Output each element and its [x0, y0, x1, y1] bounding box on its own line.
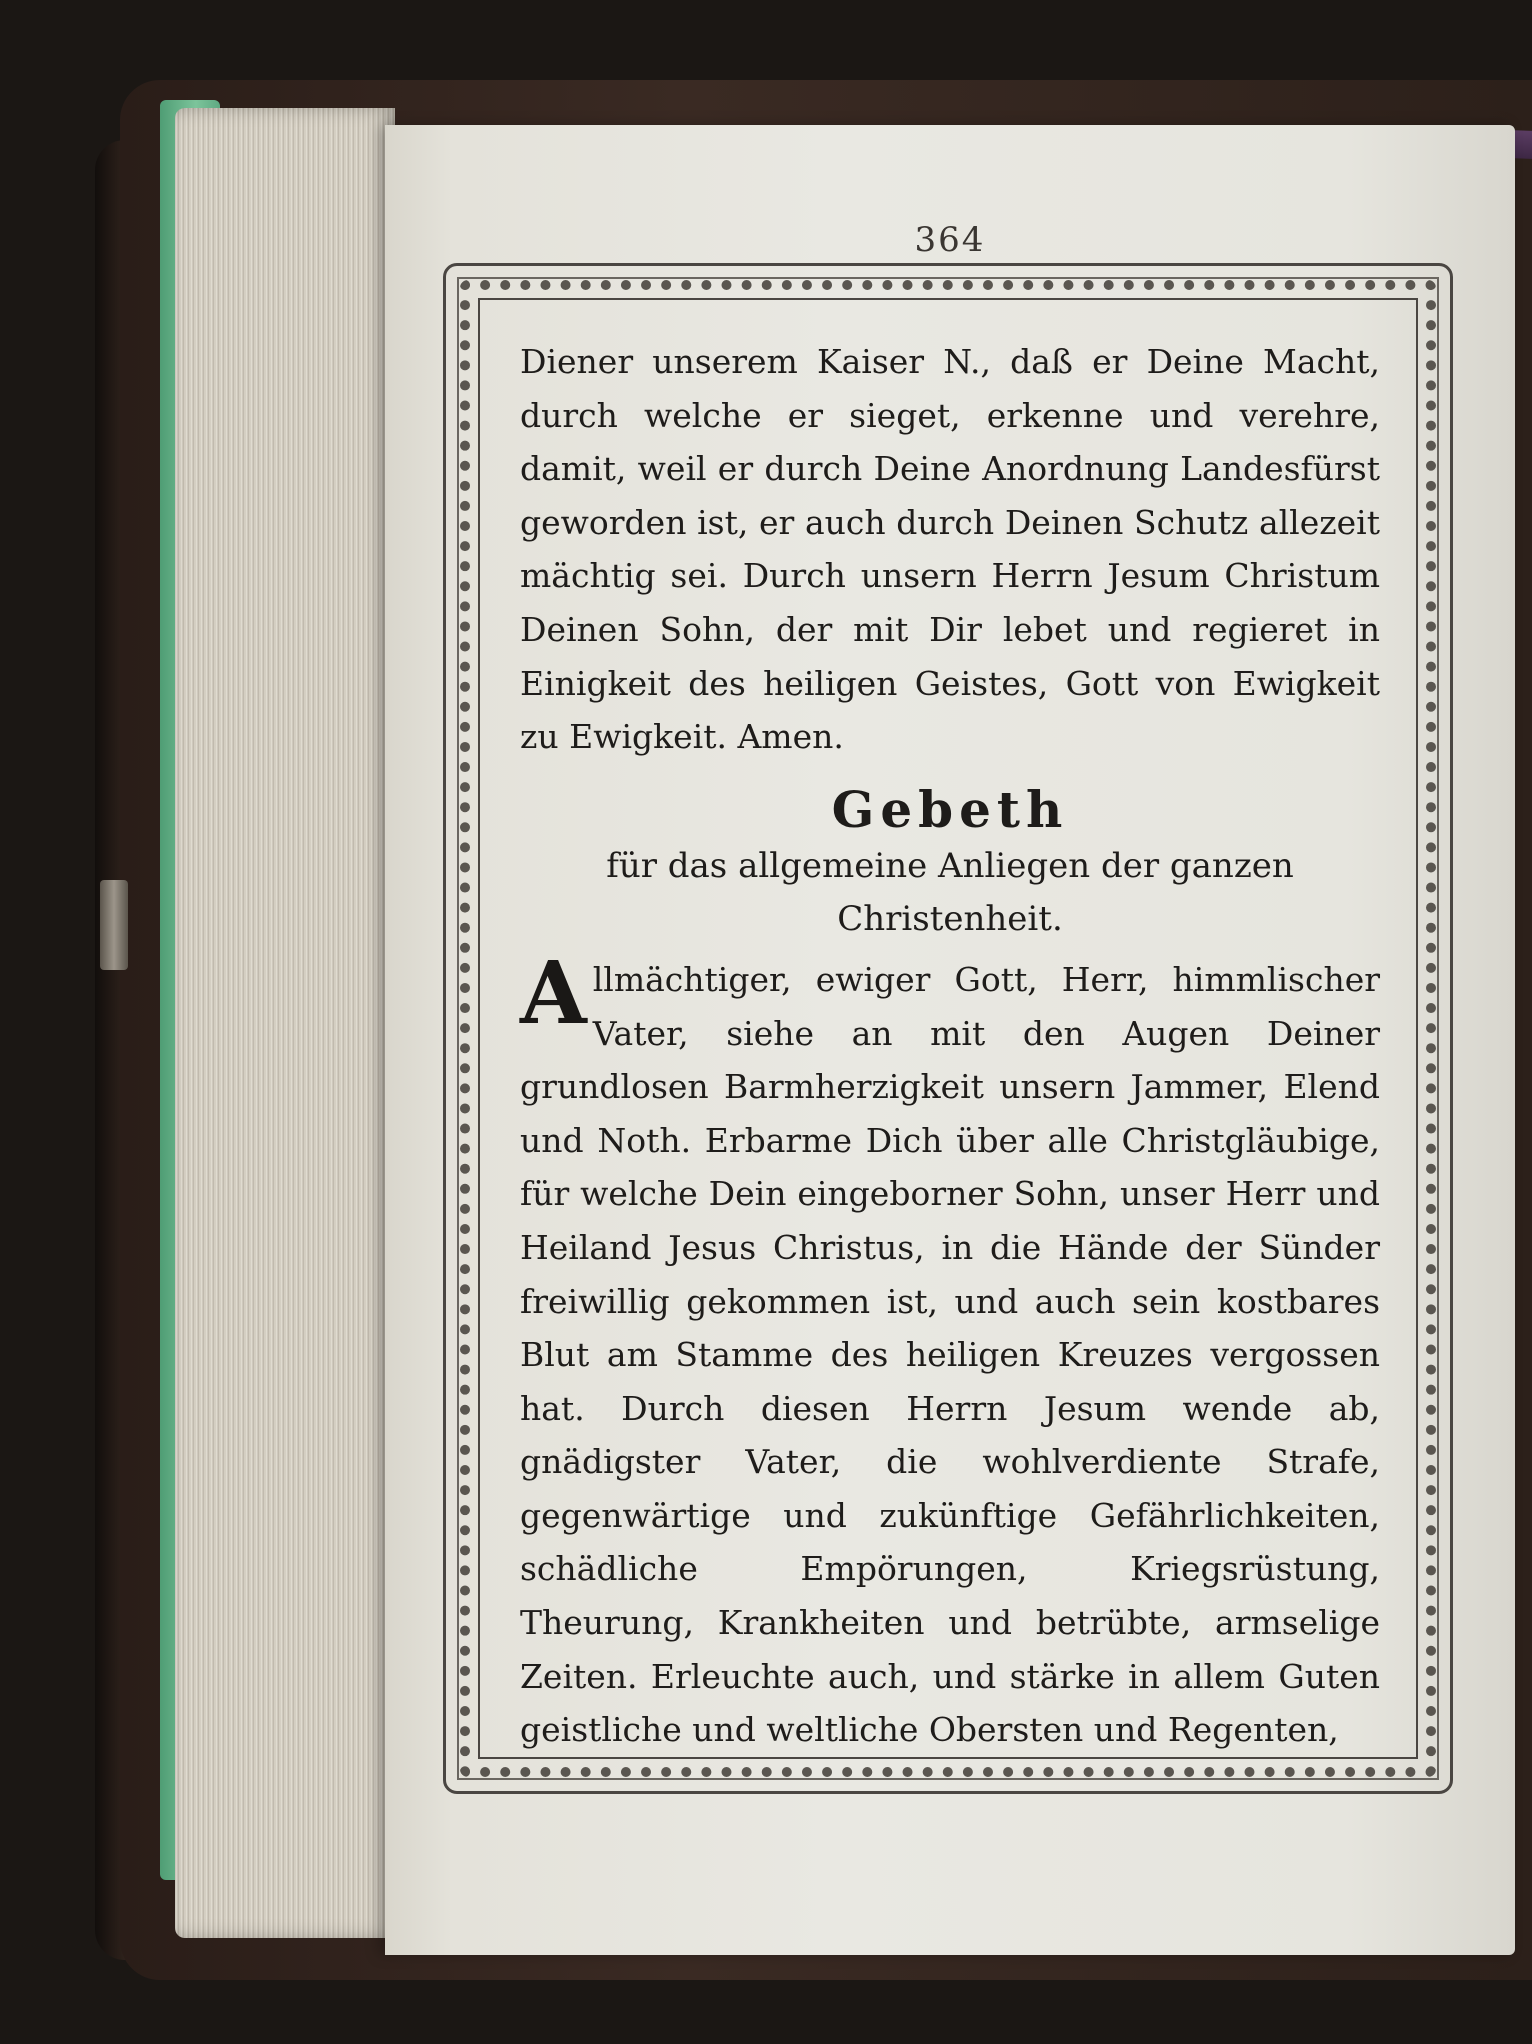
prayer-paragraph	[520, 942, 1380, 1757]
paragraph-continuation: Diener unserem Kaiser N., daß er Deine Macht, durch welche er sieget, erkenne und verehre, damit, weil er durch Deine Anordnung Landesfürst geworden ist, er auch durch Deinen Schutz allezeit mächtig sei. Durch unsern Herrn Jesum Christum Deinen Sohn, der mit Dir lebet und regieret in Einigkeit des heiligen Geistes, Gott von Ewigkeit zu Ewigkeit. Amen.	[520, 342, 1380, 757]
prayer-body: llmächtiger, ewiger Gott, Herr, himmlischer Vater, siehe an mit den Augen Deiner grundlosen Barmherzigkeit unsern Jammer, Elend und Noth. Erbarme Dich über alle Christgläubige, für welche Dein eingeborner Sohn, unser Herr und Heiland Jesus Christus, in die Hände der Sünder freiwillig gekommen ist, und auch sein kostbares Blut am Stamme des heiligen Kreuzes vergossen hat. Durch diesen Herrn Jesum wende ab, gnädigster Vater, die wohlverdiente Strafe, gegenwärtige und zukünftige Gefährlichkeiten, schädliche Empörungen, Kriegsrüstung, Theurung, Krankheiten und betrübte, armselige Zeiten. Erleuchte auch, und stärke in allem Guten geistliche und weltliche Obersten und Regenten,	[520, 959, 1380, 1750]
page-stack	[175, 108, 395, 1938]
text-block	[520, 335, 1380, 1757]
book-clasp	[100, 880, 128, 970]
prayer-heading: Gebeth	[831, 779, 1069, 839]
prayer-subheading: für das allgemeine Anliegen der ganzen Christenheit.	[606, 845, 1294, 940]
book-page	[385, 125, 1515, 1955]
page-number: 364	[914, 220, 986, 260]
drop-cap: A	[520, 942, 587, 1044]
